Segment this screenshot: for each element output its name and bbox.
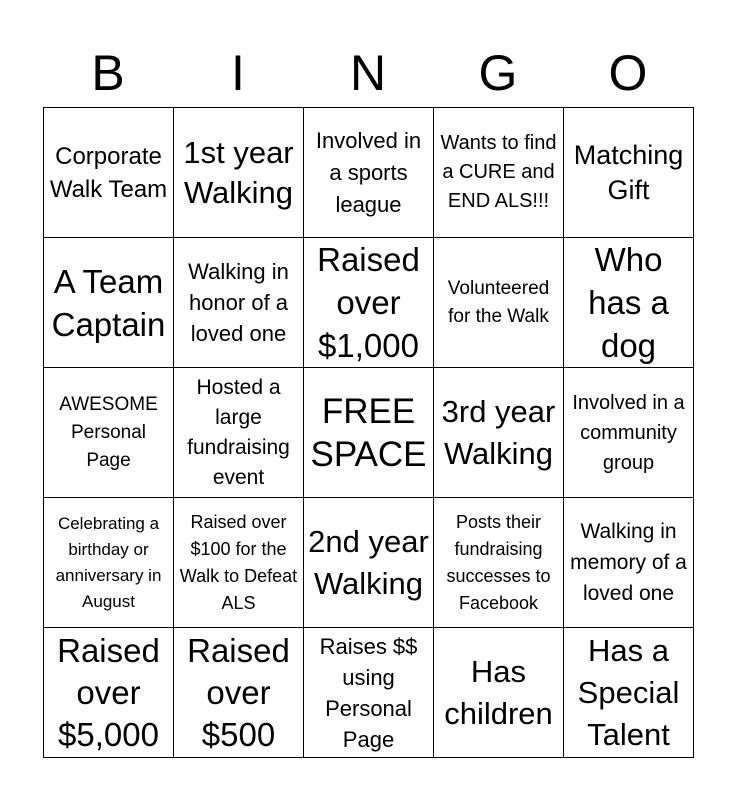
bingo-header <box>43 40 693 106</box>
bingo-cell[interactable]: AWESOME Personal Page <box>44 368 174 498</box>
bingo-cell[interactable]: Celebrating a birthday or anniversary in August <box>44 498 174 628</box>
bingo-cell[interactable]: Wants to find a CURE and END ALS!!! <box>434 108 564 238</box>
bingo-cell[interactable]: Raised over $1,000 <box>304 238 434 368</box>
bingo-cell[interactable]: Matching Gift <box>564 108 694 238</box>
bingo-cell[interactable]: Raised over $5,000 <box>44 628 174 758</box>
bingo-cell[interactable]: Raised over $500 <box>174 628 304 758</box>
bingo-cell[interactable]: 1st year Walking <box>174 108 304 238</box>
bingo-cell[interactable]: Who has a dog <box>564 238 694 368</box>
bingo-cell[interactable]: Raised over $100 for the Walk to Defeat ALS <box>174 498 304 628</box>
bingo-cell[interactable]: Walking in memory of a loved one <box>564 498 694 628</box>
bingo-cell[interactable]: Hosted a large fundraising event <box>174 368 304 498</box>
bingo-cell[interactable]: 2nd year Walking <box>304 498 434 628</box>
header-letter-o: O <box>608 45 648 101</box>
bingo-cell[interactable]: Involved in a sports league <box>304 108 434 238</box>
bingo-cell[interactable]: Has children <box>434 628 564 758</box>
header-letter-b: B <box>91 45 125 101</box>
bingo-cell[interactable]: Involved in a community group <box>564 368 694 498</box>
bingo-cell[interactable]: Posts their fundraising successes to Facebook <box>434 498 564 628</box>
bingo-cell[interactable]: A Team Captain <box>44 238 174 368</box>
bingo-cell[interactable]: Walking in honor of a loved one <box>174 238 304 368</box>
header-letter-n: N <box>349 45 387 101</box>
bingo-cell[interactable]: Has a Special Talent <box>564 628 694 758</box>
bingo-cell[interactable]: Volunteered for the Walk <box>434 238 564 368</box>
bingo-cell[interactable]: Corporate Walk Team <box>44 108 174 238</box>
bingo-cell[interactable]: 3rd year Walking <box>434 368 564 498</box>
bingo-grid <box>43 107 694 758</box>
free-space[interactable]: FREE SPACE <box>304 368 434 498</box>
header-letter-g: G <box>478 45 518 101</box>
bingo-cell[interactable]: Raises $$ using Personal Page <box>304 628 434 758</box>
header-letter-i: I <box>231 45 245 101</box>
